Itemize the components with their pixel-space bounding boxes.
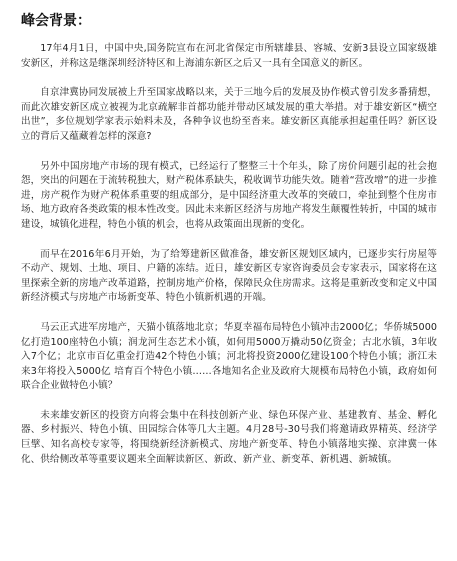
- paragraph-investment-direction: 未来雄安新区的投资方向将会集中在科技创新产业、绿色环保产业、基建教育、基金、孵化器、乡村振兴、特色小镇、田园综合体等几大主题。4月28号-30号我们将邀请政界精英、经济学巨擘、知名高校专家等，将围绕新经济新模式、房地产新变革、特色小镇落地实操、京津冀一体化、供给侧改革等重要议题来全面解读新区、新政、新产业、新变革、新机遇、新城镇。: [21, 409, 437, 465]
- paragraph-real-estate: 另外中国房地产市场的现有模式，已经运行了整整三十个年头，除了房价问题引起的社会抱怨，突出的问题在于流转税独大，财产税体系缺失，税收调节功能失效。随着“营改增”的进一步推进，房产税作为财产税体系重要的组成部分，是中国经济重大改革的突破口，牵扯到整个住房市场、地方政府各类政策的根本性改变。因此未来新区经济与房地产将发生颠覆性转折，中国的城市建设，城镇化进程，特色小镇的机会，也将从政策面出现新的变化。: [21, 160, 437, 230]
- paragraph-announcement: 17年4月1日，中国中央,国务院宣布在河北省保定市所辖雄县、容城、安新3县设立国家级雄安新区，并称这是继深圳经济特区和上海浦东新区之后又一具有全国意义的新区。: [21, 43, 437, 69]
- paragraph-freeze: 而早在2016年6月开始，为了给筹建新区做准备，雄安新区规划区域内，已逐步实行房屋等不动产、规划、土地、项目、户籍的冻结。近日，雄安新区专家咨询委员会专家表示，国家将在这里探索全新的房地产改革道路，控制房地产价格，保障民众住房需求。这将是重新改变和定义中国新经济模式与房地产市场新变革、特色小镇新机遇的开端。: [21, 248, 437, 304]
- paragraph-characteristic-towns: 马云正式进军房地产，天猫小镇落地北京；华夏幸福布局特色小镇冲击2000亿；华侨城5000亿打造100座特色小镇；润龙河生态艺术小镇，如何用5000万撬动50亿资金；古北水镇，3年收入7个亿；北京市百亿重金打造42个特色小镇；河北将投资2000亿建设100个特色小镇；浙江未来3年将投入5000亿 培育百个特色小镇……各地知名企业及政府大规模布局特色小镇，政府如何联合企业做特色小镇？: [21, 321, 437, 392]
- article-title: 峰会背景：: [21, 13, 91, 29]
- paragraph-jingjinji: 自京津冀协同发展被上升至国家战略以来，关于三地今后的发展及协作模式曾引发多番猜想，而此次雄安新区成立被视为北京疏解非首都功能并带动区域发展的重大举措。对于雄安新区“横空出世”，多位规划学家表示始料未及，各种争议也纷至沓来。雄安新区真能承担起重任吗？新区设立的背后又蕴藏着怎样的深意?: [21, 87, 437, 142]
